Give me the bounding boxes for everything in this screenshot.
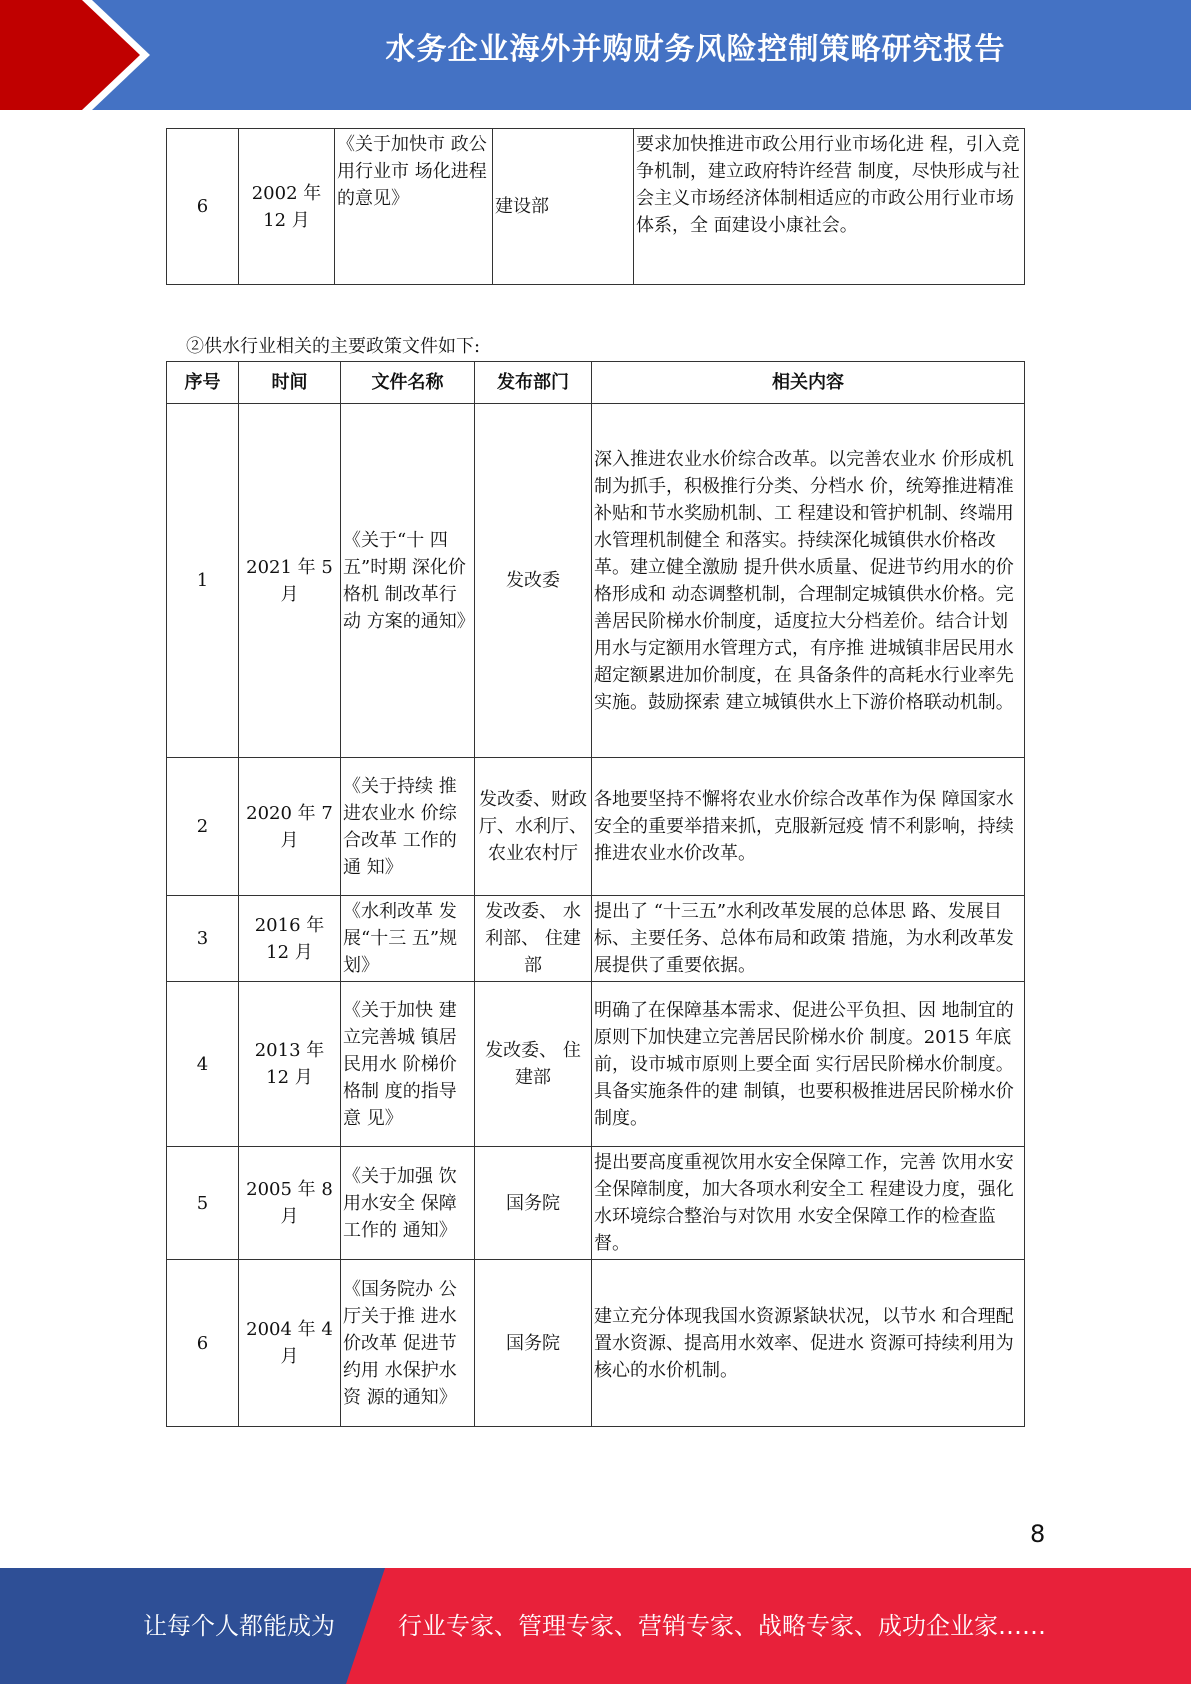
row-document-name: 《关于加强 饮用水安全 保障工作的 通知》 xyxy=(341,1147,475,1260)
header-number: 序号 xyxy=(167,362,239,404)
row-document-name: 《水利改革 发展“十三 五”规划》 xyxy=(341,896,475,982)
row-department: 发改委、 水利部、 住建部 xyxy=(475,896,592,982)
row-document-name: 《关于加快 建立完善城 镇居民用水 阶梯价格制 度的指导意 见》 xyxy=(341,982,475,1147)
row-department: 建设部 xyxy=(493,129,634,285)
row-number: 4 xyxy=(167,982,239,1147)
row-number: 6 xyxy=(167,129,239,285)
header-date: 时间 xyxy=(239,362,341,404)
continued-policy-table xyxy=(166,128,1025,285)
footer-slogan-left: 让每个人都能成为 xyxy=(143,1612,335,1640)
row-department: 发改委 xyxy=(475,404,592,758)
row-number: 2 xyxy=(167,758,239,896)
page-footer xyxy=(0,1568,1191,1684)
water-supply-policy-table xyxy=(166,361,1025,1427)
row-document-name: 《关于加快市 政公用行业市 场化进程的意见》 xyxy=(335,129,493,285)
page-number: 8 xyxy=(1030,1520,1046,1548)
header-arrow-decoration xyxy=(0,0,160,110)
row-number: 3 xyxy=(167,896,239,982)
row-content: 深入推进农业水价综合改革。以完善农业水 价形成机制为抓手，积极推行分类、分档水 价，统筹推进精准补贴和节水奖励机制、工 程建设和管护机制、终端用水管理机制健全 和落实。持续深化城镇供水价格改革。建立健全激励 提升供水质量、促进节约用水的价格形成和 动态调整机制，合理制定城镇供水价格。完 善居民阶梯水价制度，适度拉大分档差价。结合计划用水与定额用水管理方式，有序推 进城镇非居民用水超定额累进加价制度，在 具备条件的高耗水行业率先实施。鼓励探索 建立城镇供水上下游价格联动机制。 xyxy=(592,404,1025,758)
row-date: 2016 年 12 月 xyxy=(239,896,341,982)
table-row xyxy=(167,404,1025,758)
row-department: 国务院 xyxy=(475,1260,592,1427)
row-number: 1 xyxy=(167,404,239,758)
row-content: 建立充分体现我国水资源紧缺状况，以节水 和合理配置水资源、提高用水效率、促进水 资源可持续利用为核心的水价机制。 xyxy=(592,1260,1025,1427)
row-date: 2002 年 12 月 xyxy=(239,129,335,285)
table-row xyxy=(167,982,1025,1147)
row-date: 2013 年 12 月 xyxy=(239,982,341,1147)
table-row xyxy=(167,896,1025,982)
row-document-name: 《关于“十 四五”时期 深化价格机 制改革行动 方案的通知》 xyxy=(341,404,475,758)
table-caption: ②供水行业相关的主要政策文件如下: xyxy=(186,336,481,357)
table-header-row xyxy=(167,362,1025,404)
footer-slogan-right: 行业专家、管理专家、营销专家、战略专家、成功企业家…… xyxy=(398,1612,1046,1640)
row-date: 2004 年 4 月 xyxy=(239,1260,341,1427)
row-number: 5 xyxy=(167,1147,239,1260)
row-department: 国务院 xyxy=(475,1147,592,1260)
table-row xyxy=(167,1260,1025,1427)
row-number: 6 xyxy=(167,1260,239,1427)
row-document-name: 《国务院办 公厅关于推 进水价改革 促进节约用 水保护水资 源的通知》 xyxy=(341,1260,475,1427)
row-date: 2020 年 7 月 xyxy=(239,758,341,896)
row-content: 各地要坚持不懈将农业水价综合改革作为保 障国家水安全的重要举措来抓，克服新冠疫 情不利影响，持续推进农业水价改革。 xyxy=(592,758,1025,896)
row-content: 提出要高度重视饮用水安全保障工作，完善 饮用水安全保障制度，加大各项水利安全工 程建设力度，强化水环境综合整治与对饮用 水安全保障工作的检查监督。 xyxy=(592,1147,1025,1260)
table-row xyxy=(167,1147,1025,1260)
header-department: 发布部门 xyxy=(475,362,592,404)
header-title: 水务企业海外并购财务风险控制策略研究报告 xyxy=(385,32,1006,67)
row-date: 2005 年 8 月 xyxy=(239,1147,341,1260)
row-document-name: 《关于持续 推进农业水 价综合改革 工作的通 知》 xyxy=(341,758,475,896)
table-row xyxy=(167,129,1025,285)
header-content: 相关内容 xyxy=(592,362,1025,404)
row-department: 发改委、财政厅、水利厅、农业农村厅 xyxy=(475,758,592,896)
row-content: 明确了在保障基本需求、促进公平负担、因 地制宜的原则下加快建立完善居民阶梯水价 制度。2015 年底前，设市城市原则上要全面 实行居民阶梯水价制度。具备实施条件的建 制镇，也要积极推进居民阶梯水价制度。 xyxy=(592,982,1025,1147)
header-document-name: 文件名称 xyxy=(341,362,475,404)
row-date: 2021 年 5 月 xyxy=(239,404,341,758)
row-content: 要求加快推进市政公用行业市场化进 程，引入竞争机制，建立政府特许经营 制度，尽快形成与社会主义市场经济体制相适应的市政公用行业市场体系，全 面建设小康社会。 xyxy=(634,129,1025,285)
table-row xyxy=(167,758,1025,896)
row-content: 提出了 “十三五”水利改革发展的总体思 路、发展目标、主要任务、总体布局和政策 措施，为水利改革发展提供了重要依据。 xyxy=(592,896,1025,982)
row-department: 发改委、 住建部 xyxy=(475,982,592,1147)
page-header xyxy=(0,0,1191,110)
